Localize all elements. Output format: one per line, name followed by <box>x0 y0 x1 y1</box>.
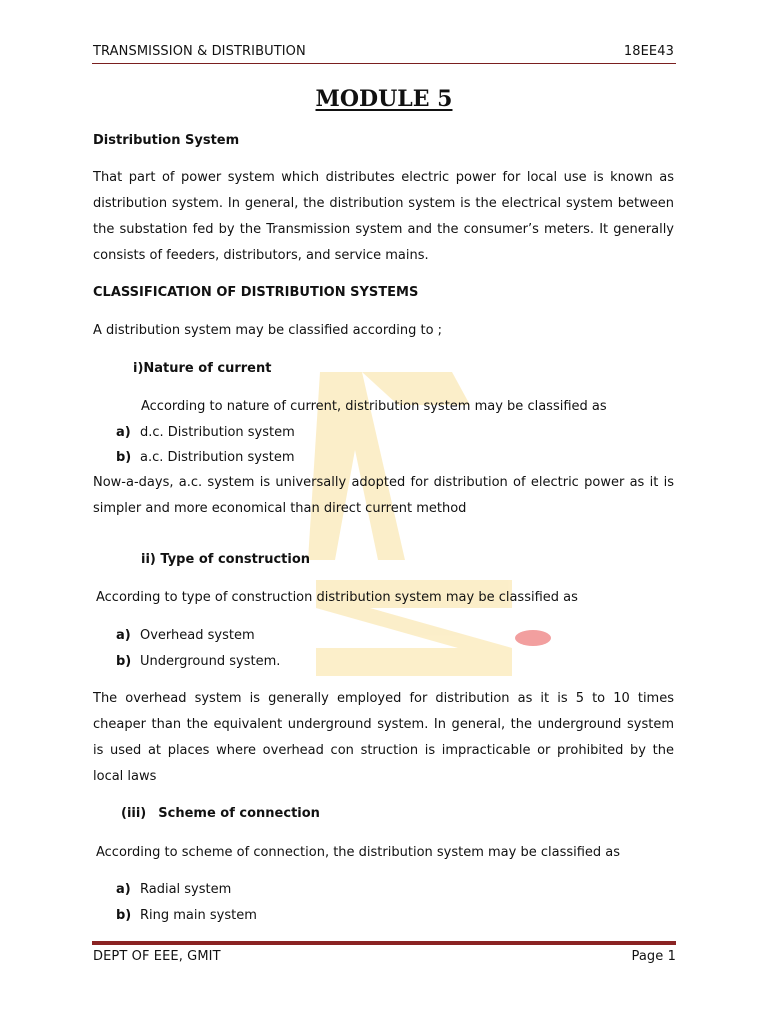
list-marker: a) <box>116 882 131 897</box>
list-marker: a) <box>116 628 131 643</box>
nature-intro: According to nature of current, distribution system may be classified as <box>141 399 607 414</box>
list-marker: b) <box>116 654 132 669</box>
construction-intro: According to type of construction distribution system may be classified as <box>96 590 578 605</box>
list-item <box>116 450 294 465</box>
list-marker: b) <box>116 908 132 923</box>
intro-paragraph: That part of power system which distributes electric power for local use is known as distribution system. In general, the distribution system is the electrical system between the substation fed by the Transmission system and the consumer’s meters. It generally consists of feeders, distributors, and service mains. <box>93 170 674 263</box>
list-marker: a) <box>116 425 131 440</box>
scheme-heading-text: Scheme of connection <box>158 806 320 821</box>
scheme-heading-number: (iii) <box>121 806 147 821</box>
list-item <box>116 628 255 643</box>
header-title: TRANSMISSION & DISTRIBUTION <box>93 44 306 59</box>
list-item <box>116 908 257 923</box>
header-rule <box>92 63 676 64</box>
section-heading: Distribution System <box>93 133 240 148</box>
classification-intro: A distribution system may be classified according to ; <box>93 323 443 338</box>
scheme-intro: According to scheme of connection, the distribution system may be classified as <box>96 845 621 860</box>
list-item-text: Underground system. <box>140 654 281 669</box>
footer-department: DEPT OF EEE, GMIT <box>93 949 221 964</box>
list-item <box>116 425 295 440</box>
list-marker: b) <box>116 450 132 465</box>
footer-rule <box>92 941 676 945</box>
header-code: 18EE43 <box>623 44 674 59</box>
nature-heading: i)Nature of current <box>133 361 272 376</box>
scheme-heading <box>121 806 320 821</box>
list-item <box>116 654 280 669</box>
list-item-text: Radial system <box>140 882 232 897</box>
watermark-dot <box>515 630 551 646</box>
list-item <box>116 882 231 897</box>
construction-paragraph: The overhead system is generally employed for distribution as it is 5 to 10 times cheaper than the equivalent underground system. In general, the underground system is used at places where overhead con struction is impracticable or prohibited by the local laws <box>93 691 674 784</box>
list-item-text: Ring main system <box>140 908 257 923</box>
list-item-text: Overhead system <box>140 628 255 643</box>
construction-heading: ii) Type of construction <box>141 552 311 567</box>
page-number: Page 1 <box>631 949 676 964</box>
list-item-text: d.c. Distribution system <box>140 425 295 440</box>
page-title: MODULE 5 <box>315 86 453 112</box>
nature-note: Now-a-days, a.c. system is universally adopted for distribution of electric power as it is simpler and more economical than direct current method <box>93 475 674 516</box>
list-item-text: a.c. Distribution system <box>140 450 295 465</box>
classification-heading: CLASSIFICATION OF DISTRIBUTION SYSTEMS <box>93 285 419 300</box>
